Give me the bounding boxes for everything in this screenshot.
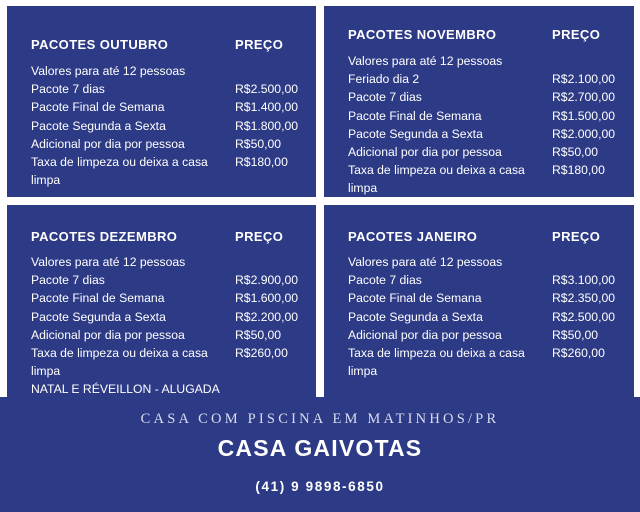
row-label: Pacote Final de Semana [348,291,482,306]
price-row [31,117,308,135]
row-price: R$1.500,00 [552,108,616,123]
row-label: Pacote Segunda a Sexta [348,309,483,324]
price-row [31,80,308,98]
price-list [31,62,308,189]
panel-dezembro [7,205,316,405]
panel-header [31,229,308,245]
price-row [348,271,626,289]
row-price: R$2.000,00 [552,126,616,141]
price-header: PREÇO [235,37,284,52]
footer-phone: (41) 9 9898-6850 [255,479,385,494]
price-row [31,271,308,289]
row-price: R$2.100,00 [552,72,616,87]
panel-header [31,37,308,53]
price-row [31,326,308,344]
row-price: R$180,00 [235,155,288,170]
row-label: Feriado dia 2 [348,72,420,87]
row-price: R$2.200,00 [235,309,299,324]
row-label: Taxa de limpeza ou deixa a casa limpa [348,346,525,379]
price-row [348,326,626,344]
row-price: R$1.600,00 [235,291,299,306]
row-price: R$1.800,00 [235,118,299,133]
panel-novembro [324,6,634,197]
panel-title: PACOTES OUTUBRO [31,37,169,52]
price-list [31,253,308,399]
price-row [31,308,308,326]
price-row [31,289,308,307]
row-label: Pacote Segunda a Sexta [31,118,166,133]
price-row [31,153,308,189]
row-label: Pacote Final de Semana [31,291,165,306]
row-label: Pacote Final de Semana [348,108,482,123]
footer-subtitle: CASA COM PISCINA EM MATINHOS/PR [140,411,500,427]
row-price: R$50,00 [235,136,282,151]
row-label: Pacote Segunda a Sexta [31,309,166,324]
price-header: PREÇO [552,27,601,42]
row-price: R$2.500,00 [235,82,299,97]
price-row [348,289,626,307]
row-label: Pacote Final de Semana [31,100,165,115]
row-label: Adicional por dia por pessoa [31,136,185,151]
row-label: Adicional por dia por pessoa [348,327,502,342]
row-label: Pacote 7 dias [348,273,422,288]
row-price: R$50,00 [552,145,599,160]
price-list [348,52,626,198]
panel-title: PACOTES JANEIRO [348,229,478,244]
row-price: R$50,00 [552,327,599,342]
price-header: PREÇO [235,229,284,244]
row-price: R$1.400,00 [235,100,299,115]
panel-header [348,229,626,245]
price-row [31,98,308,116]
panel-header [348,27,626,43]
row-price: R$2.500,00 [552,309,616,324]
row-price: R$260,00 [552,346,605,361]
price-row [348,143,626,161]
price-row [348,308,626,326]
row-label: Pacote 7 dias [31,82,105,97]
price-row [348,88,626,106]
panel-title: PACOTES DEZEMBRO [31,229,178,244]
row-price: R$2.900,00 [235,273,299,288]
price-row [348,161,626,197]
row-label: Pacote Segunda a Sexta [348,126,483,141]
row-price: R$2.350,00 [552,291,616,306]
price-row [348,344,626,380]
panel-janeiro [324,205,634,405]
capacity-note: Valores para até 12 pessoas [31,64,186,78]
capacity-note: Valores para até 12 pessoas [31,255,186,269]
row-label: Taxa de limpeza ou deixa a casa limpa [348,163,525,196]
row-price: R$180,00 [552,163,605,178]
capacity-note: Valores para até 12 pessoas [348,255,503,269]
row-label: Pacote 7 dias [348,90,422,105]
capacity-note: Valores para até 12 pessoas [348,54,503,68]
price-row [348,70,626,88]
panel-title: PACOTES NOVEMBRO [348,27,497,42]
booked-note: NATAL E RÉVEILLON - ALUGADA [31,382,220,397]
price-row [31,135,308,153]
price-row [348,107,626,125]
row-price: R$50,00 [235,327,282,342]
price-row [348,125,626,143]
row-label: Taxa de limpeza ou deixa a casa limpa [31,346,208,379]
row-price: R$2.700,00 [552,90,616,105]
row-label: Taxa de limpeza ou deixa a casa limpa [31,155,208,188]
row-label: Adicional por dia por pessoa [348,145,502,160]
price-list [348,253,626,380]
row-price: R$3.100,00 [552,273,616,288]
panel-outubro [7,6,316,197]
row-price: R$260,00 [235,346,288,361]
price-header: PREÇO [552,229,601,244]
footer-banner [0,397,640,512]
price-row [31,344,308,380]
footer-title: CASA GAIVOTAS [217,435,423,461]
row-label: Pacote 7 dias [31,273,105,288]
row-label: Adicional por dia por pessoa [31,327,185,342]
